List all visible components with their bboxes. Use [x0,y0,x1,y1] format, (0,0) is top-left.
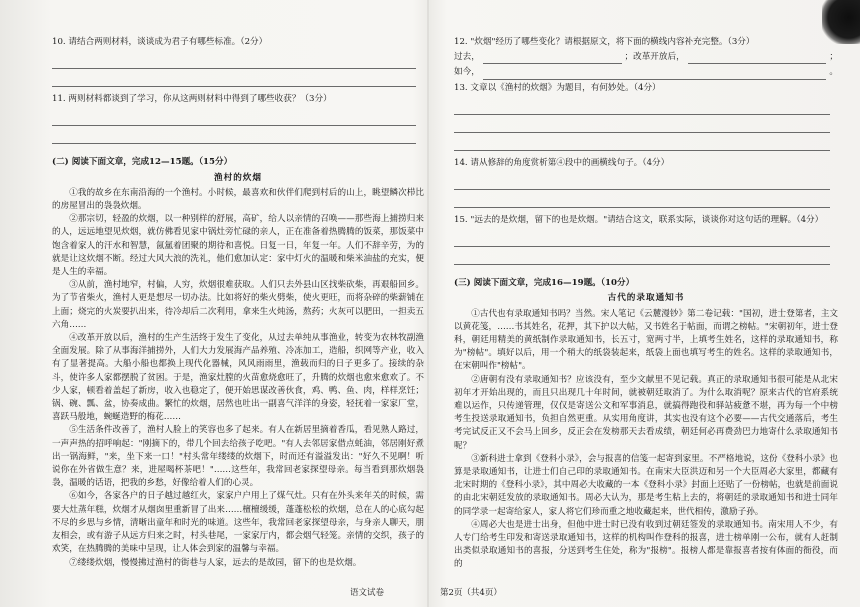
fill-in-row [454,51,838,64]
page-fold [427,0,429,607]
paragraph: ④周必大也是进士出身，但他中进士时已没有收到过朝廷签发的录取通知书。南宋用人不少，有人专门给考生印发和寄送录取通知书，这样的机构叫作登科的报喜，进士榜单刚一公布，就有人赶制出类似录取通知书的喜报，分送到考生住处，称为"报榜"。报榜人都是靠报喜者按有体面的衙役，而的 [454,519,838,570]
question-11: 11. 两则材料都谈到了学习，你从这两则材料中得到了哪些收获？（3分） [52,94,332,105]
question-15: 15. "远去的是炊烟，留下的也是炊烟。"请结合这文，联系实际，谈谈你对这句话的理解。（4分） [454,215,824,226]
answer-line[interactable] [52,51,416,69]
paragraph: ⑤生活条件改善了，渔村人脸上的笑容也多了起来。有人在新居里摘着香瓜，看见熟人路过，一声声热的招呼响起："刚摘下的，带几个回去给孩子吃吧。"有人去邻居家借点蚝油，邻居刚好煮出一锅海鲜，"来，坐下来一口！"村头常年缕缕的炊烟下，时而还有溢溢发出："好久不见啊！听说你在外省做生意？来，进屋喝杯茶吧！"……这些年，我常回老家探望母亲。每当看到那炊烟袅袅，温暖的话语，把我的乡愁，好像给着人们的心灵。 [52,425,424,489]
right-column [454,36,838,572]
answer-line[interactable] [454,247,830,265]
question-10: 10. 请结合两则材料，谈谈成为君子有哪些标准。（2分） [52,37,268,47]
answer-line[interactable] [52,69,416,87]
paragraph: ①我的故乡在东南沿海的一个渔村。小时候，最喜欢和伙伴们爬到村后的山上，眺望鳞次栉比的房屋冒出的袅袅炊烟。 [52,187,424,212]
fill-label: 如今， [454,67,480,78]
fill-in-row [454,66,838,79]
paragraph: ③新科进士拿到《登科小录》，会与报喜的信笺一起寄到家里。不严格地说，这份《登科小录》也算是录取通知书，让进士们自己印的录取通知书。在南宋大臣洪迈和另一个大臣周必大家里，都藏有北宋时期的《登科小录》，其中周必大收藏的一本《登科小录》封面上还贴了一份榜帖，也就是前面说的由北宋朝廷发放的录取通知书。周必大认为，那是考生粘上去的，将朝廷的录取通知书和进士同年的同学录一起寄给家人，家人将它们珍而重之地收藏起来，世代相传，激励子孙。 [454,453,838,517]
section-3-heading: (三) 阅读下面文章，完成16—19题。（10分） [454,278,635,289]
answer-line[interactable] [454,97,830,115]
footer-subject: 语文试卷 [350,588,385,598]
answer-line[interactable] [454,133,830,151]
answer-line[interactable] [454,115,830,133]
fill-label: 过去， [454,52,480,63]
paragraph: ②唐朝有没有录取通知书？应该没有，至少文献里不见记载。真正的录取通知书很可能是从北宋初年才开始出现的，而且只出现几十年时间，就被朝廷取消了。为什么取消呢？原来古代的官府系统难以运作，只传递管理，仅仅是寄送公文和军事消息，就搞得跑役和驿站疲惫不堪，再为每一个中榜考生投送录取通知书，负担自然更重。从实用角度讲，其实也没有这个必要——古代交通落后，考生考完试反正又不会马上回乡，反正会在发榜那天去看成绩，朝廷何必再费劲巴力地寄什么录取通知书呢？ [454,374,838,451]
question-12: 12. "炊烟"经历了哪些变化？请根据原文，将下面的横线内容补充完整。（3分） [454,37,755,47]
article-title: 古代的录取通知书 [607,293,685,304]
paragraph: ⑥如今，各家各户的日子越过越红火，家家户户用上了煤气灶。只有在外头来年关的时候，需要大灶蒸年糕，炊烟才从烟囱里重新冒了出来……檀檀缓缓，蓬蓬松松的炊烟，总在人的心底勾起不尽的乡思与乡情，清晰出童年和时光的味道。这些年，我常回老家探望母亲，与身亲人聊天，朋友相会，或有游子从远方归来之时，村头巷尾，一家家厅内，都会烟气轻笼。亲情的交织，孩子的欢笑，在热腾腾的美味中呈现，让人体会到家的温馨与幸福。 [52,491,424,555]
footer-page-number: 第2页（共4页） [440,588,502,598]
paragraph: ③从前，渔村地窄，村偏，人穷，炊烟很难获取。人们只去外县山区找柴砍柴，再艰船回乡。为了节省柴火，渔村人更是想尽一切办法。比如将好的柴火劈柴，使火更旺，而将杂碎的柴薪铺在上面；烧完的火炭要扒出来，待冷却后二次利用，拿来生火炖汤，熬药；火灰可以肥田，一担卖五六角…… [52,280,424,330]
question-13: 13. 文章以《渔村的炊烟》为题目，有何妙处。（4分） [454,82,661,93]
paragraph: ②那宗切，轻盈的炊烟，以一种别样的舒展，高矿，给人以亲情的召唤——那些海上捕捞归来的人，远远地望见炊烟，就仿佛看见家中锅灶旁忙碌的亲人，正在准备着热腾腾的饭菜，那饭菜中饱含着家人的汗水和智慧，氤氲着团聚的期待和喜悦。日复一日，年复一年。人们不辞辛劳，为的就是让这炊烟不断。经过大风大浪的洗礼，他们愈加认定：家中灯火的温暖和柴米油盐的充实，便是人生的幸福。 [52,214,424,278]
answer-line[interactable] [454,229,830,247]
fill-label: ； [829,52,839,63]
question-14: 14. 请从修辞的角度赏析第④段中的画横线句子。（4分） [454,157,670,168]
article-title: 渔村的炊烟 [214,172,262,183]
fill-blank[interactable] [688,51,827,64]
answer-line[interactable] [454,190,830,208]
paragraph: ④改革开放以后，渔村的生产生活终于发生了变化，从过去单纯从事渔业，转变为农林牧副渔全面发展。除了从事海洋捕捞外，人们大力发展海产品养殖、冷冻加工，造船，织网等产业，收入有了显著提高。大船小船也都换上现代化器械，风风雨雨里，渔载而归的日子更多了。接续的杂斗，使许多人家都摆脱了贫困。于是，渔家灶膛的火苗愈烧愈旺了，升腾的炊烟也愈来愈欢了。不少人家，顿看着盖起了新房，收入也稳定了，便开始思谋改善伙食，鸡、鸭、鱼、肉，样样烹饪；锅、碗、瓢、盆，协奏成曲。繁忙的炊烟，居然也吐出一副喜气洋洋的身姿，轻抚着一家家厂堂，喜跃马般地，蜿蜒造野的梅花…… [52,333,424,423]
answer-line[interactable] [52,108,416,126]
fill-blank[interactable] [483,67,827,80]
section-2-heading: (二) 阅读下面文章，完成12—15题。（15分） [52,157,233,168]
fill-blank[interactable] [483,51,622,64]
fill-label: ；改革开放后， [624,52,685,63]
answer-line[interactable] [52,126,416,144]
fill-label: 。 [829,67,838,78]
paragraph: ⑦缕缕炊烟，慢慢拂过渔村的街巷与人家，远去的是故园，留下的也是炊烟。 [69,557,362,568]
paragraph: ①古代也有录取通知书吗？当然。宋人笔记《云麓漫钞》第二卷记载："国初，进士登第者，主文以黄花笺，……书其姓名，花押，其下护以大帖，又书姓名于帖面，而谓之榜帖。"宋朝初年，进士登科，朝廷用精美的黄纸制作录取通知书，长五寸，宽两寸半，上填考生姓名，这样的录取通知书，称为"榜帖"。填好以后，用一个稍大的纸袋装起来，纸袋上面也填写考生的姓名。这样的录取通知书，在宋朝叫作"榜帖"。 [454,308,838,372]
answer-line[interactable] [454,172,830,190]
left-column [52,36,424,570]
